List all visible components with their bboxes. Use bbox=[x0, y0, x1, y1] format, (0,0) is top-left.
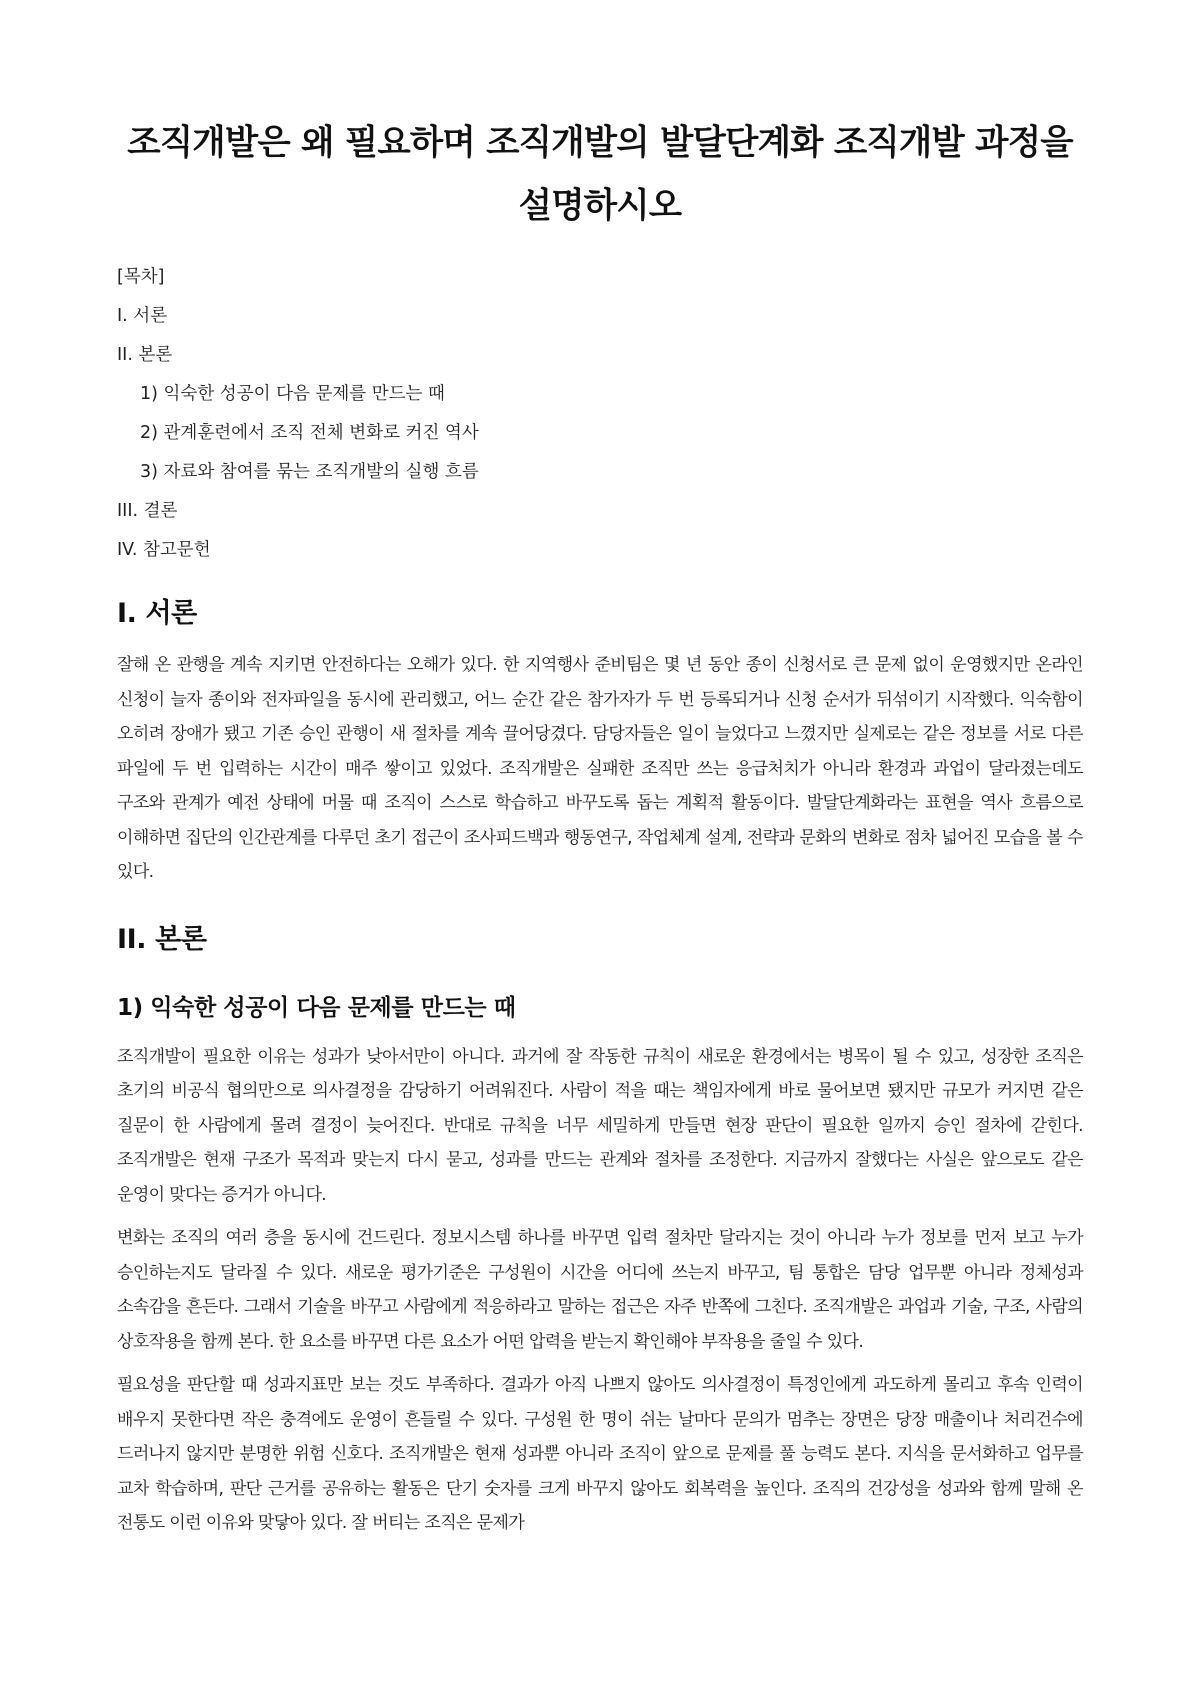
toc-item: 1) 익숙한 성공이 다음 문제를 만드는 때 bbox=[140, 384, 445, 404]
toc-item: IV. 참고문헌 bbox=[117, 540, 211, 560]
section-body bbox=[117, 920, 1083, 1541]
section-heading: I. 서론 bbox=[117, 598, 197, 629]
body-paragraph: 잘해 온 관행을 계속 지키면 안전하다는 오해가 있다. 한 지역행사 준비팀은 몇 년 동안 종이 신청서로 큰 문제 없이 운영했지만 온라인 신청이 늘자 종이와 전자파일을 동시에 관리했고, 어느 순간 같은 참가자가 두 번 등록되거나 신청 순서가 뒤섞이기 시작했다. 익숙함이 오히려 장애가 됐고 기존 승인 관행이 새 절차를 계속 끌어당겼다. 담당자들은 일이 늘었다고 느꼈지만 실제로는 같은 정보를 서로 다른 파일에 두 번 입력하는 시간이 매주 쌓이고 있었다. 조직개발은 실패한 조직만 쓰는 응급처치가 아니라 환경과 과업이 달라졌는데도 구조와 관계가 예전 상태에 머물 때 조직이 스스로 학습하고 바꾸도록 돕는 계획적 활동이다. 발달단계화라는 표현을 역사 흐름으로 이해하면 집단의 인간관계를 다루던 초기 접근이 조사피드백과 행동연구, 작업체계 설계, 전략과 문화의 변화로 점차 넓어진 모습을 볼 수 있다. bbox=[117, 655, 1083, 882]
toc-item: I. 서론 bbox=[117, 306, 168, 326]
body-paragraph: 필요성을 판단할 때 성과지표만 보는 것도 부족하다. 결과가 아직 나쁘지 않아도 의사결정이 특정인에게 과도하게 몰리고 후속 인력이 배우지 못한다면 작은 충격에도 운영이 흔들릴 수 있다. 구성원 한 명이 쉬는 날마다 문의가 멈추는 장면은 당장 매출이나 처리건수에 드러나지 않지만 분명한 위험 신호다. 조직개발은 현재 성과뿐 아니라 조직이 앞으로 문제를 풀 능력도 본다. 지식을 문서화하고 업무를 교차 학습하며, 판단 근거를 공유하는 활동은 단기 숫자를 크게 바꾸지 않아도 회복력을 높인다. 조직의 건강성을 성과와 함께 말해 온 전통도 이런 이유와 맞닿아 있다. 잘 버티는 조직은 문제가 bbox=[117, 1375, 1083, 1533]
document-page bbox=[117, 112, 1083, 1550]
subsection-heading: 1) 익숙한 성공이 다음 문제를 만드는 때 bbox=[117, 994, 516, 1021]
toc-item: II. 본론 bbox=[117, 345, 173, 365]
toc-heading: [목차] bbox=[117, 267, 165, 287]
section-introduction bbox=[117, 594, 1083, 890]
body-paragraph: 조직개발이 필요한 이유는 성과가 낮아서만이 아니다. 과거에 잘 작동한 규칙이 새로운 환경에서는 병목이 될 수 있고, 성장한 조직은 초기의 비공식 협의만으로 의사결정을 감당하기 어려워진다. 사람이 적을 때는 책임자에게 바로 물어보면 됐지만 규모가 커지면 같은 질문이 한 사람에게 몰려 결정이 늦어진다. 반대로 규칙을 너무 세밀하게 만들면 현장 판단이 필요한 일까지 승인 절차에 갇힌다. 조직개발은 현재 구조가 목적과 맞는지 다시 묻고, 성과를 만드는 관계와 절차를 조정한다. 지금까지 잘했다는 사실은 앞으로도 같은 운영이 맞다는 증거가 아니다. bbox=[117, 1046, 1083, 1205]
toc-item: 2) 관계훈련에서 조직 전체 변화로 커진 역사 bbox=[140, 423, 479, 443]
table-of-contents bbox=[117, 258, 1083, 570]
toc-item: 3) 자료와 참여를 묶는 조직개발의 실행 흐름 bbox=[140, 462, 479, 482]
section-heading: II. 본론 bbox=[117, 923, 207, 955]
document-title: 조직개발은 왜 필요하며 조직개발의 발달단계화 조직개발 과정을 설명하시오 bbox=[127, 123, 1073, 226]
toc-item: III. 결론 bbox=[117, 501, 178, 521]
body-paragraph: 변화는 조직의 여러 층을 동시에 건드린다. 정보시스템 하나를 바꾸면 입력 절차만 달라지는 것이 아니라 누가 정보를 먼저 보고 누가 승인하는지도 달라질 수 있다. 새로운 평가기준은 구성원이 시간을 어디에 쓰는지 바꾸고, 팀 통합은 담당 업무뿐 아니라 정체성과 소속감을 흔든다. 그래서 기술을 바꾸고 사람에게 적응하라고 말하는 접근은 자주 반쪽에 그친다. 조직개발은 과업과 기술, 구조, 사람의 상호작용을 함께 본다. 한 요소를 바꾸면 다른 요소가 어떤 압력을 받는지 확인해야 부작용을 줄일 수 있다. bbox=[117, 1228, 1083, 1352]
